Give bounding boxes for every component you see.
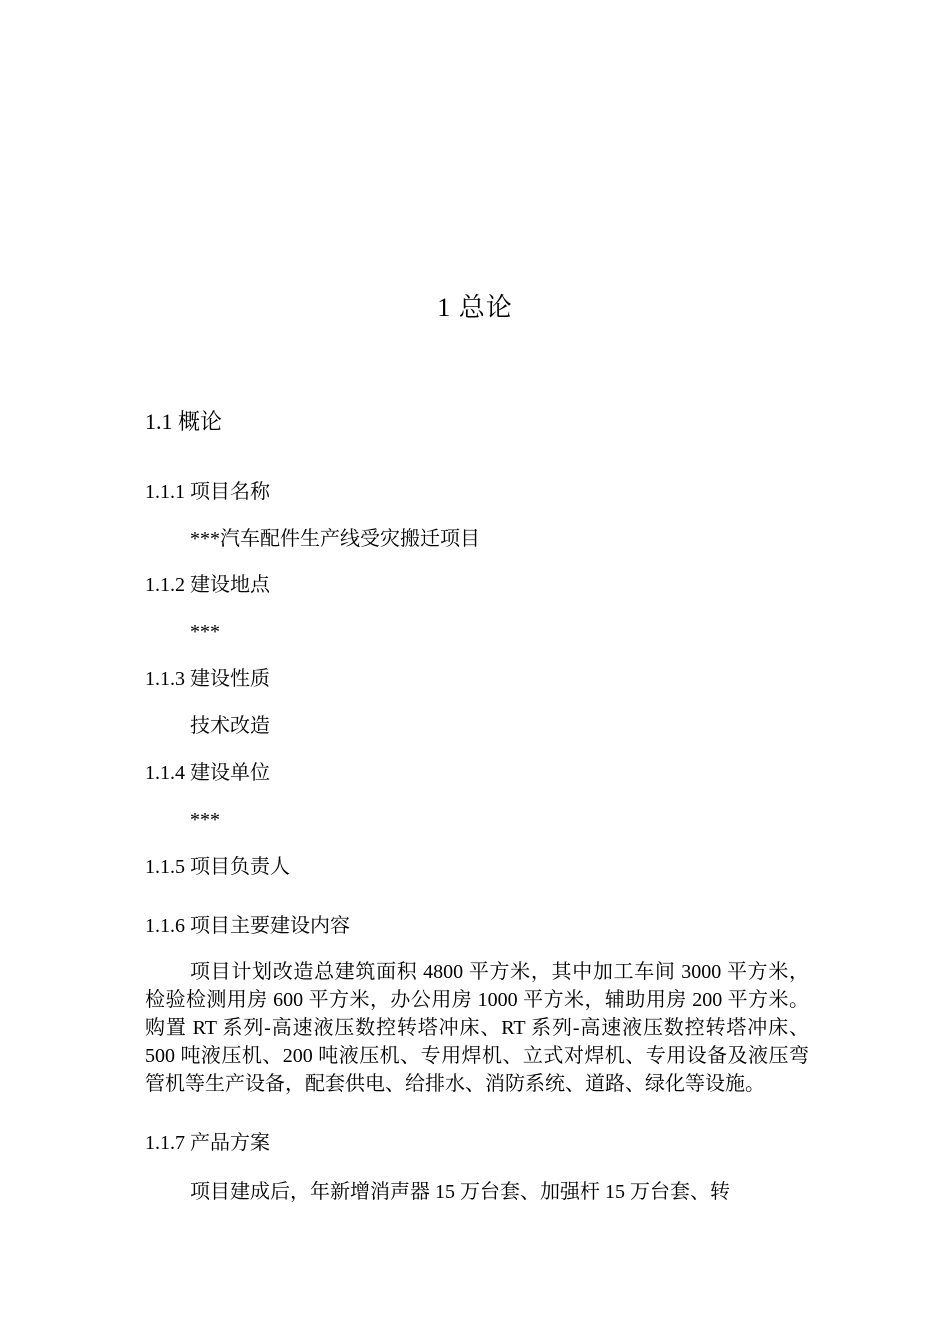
subsection-heading-project-name: 1.1.1 项目名称 (145, 481, 270, 503)
product-plan-paragraph: 项目建成后，年新增消声器 15 万台套、加强杆 15 万台套、转 (190, 1181, 730, 1203)
subsection-heading-responsible: 1.1.5 项目负责人 (145, 856, 290, 878)
subsection-heading-location: 1.1.2 建设地点 (145, 574, 270, 596)
section-heading: 1.1 概论 (145, 409, 223, 434)
content-paragraph: 项目计划改造总建筑面积 4800 平方米，其中加工车间 3000 平方米，检验检测用房 600 平方米，办公用房 1000 平方米，辅助用房 200 平方米。购置 RT 系列-高速液压数控转塔冲床、RT 系列-高速液压数控转塔冲床、500 吨液压机、200 吨液压机、专用焊机、立式对焊机、专用设备及液压弯管机等生产设备，配套供电、给排水、消防系统、道路、绿化等设施。 (145, 961, 809, 1095)
chapter-title: 1 总论 (437, 293, 513, 322)
subsection-heading-unit: 1.1.4 建设单位 (145, 762, 270, 784)
location-text: *** (190, 621, 220, 643)
project-name-text: ***汽车配件生产线受灾搬迁项目 (190, 528, 480, 550)
subsection-heading-product-plan: 1.1.7 产品方案 (145, 1132, 270, 1154)
unit-text: *** (190, 809, 220, 831)
subsection-heading-nature: 1.1.3 建设性质 (145, 668, 270, 690)
subsection-heading-content: 1.1.6 项目主要建设内容 (145, 915, 350, 937)
nature-text: 技术改造 (190, 715, 270, 737)
